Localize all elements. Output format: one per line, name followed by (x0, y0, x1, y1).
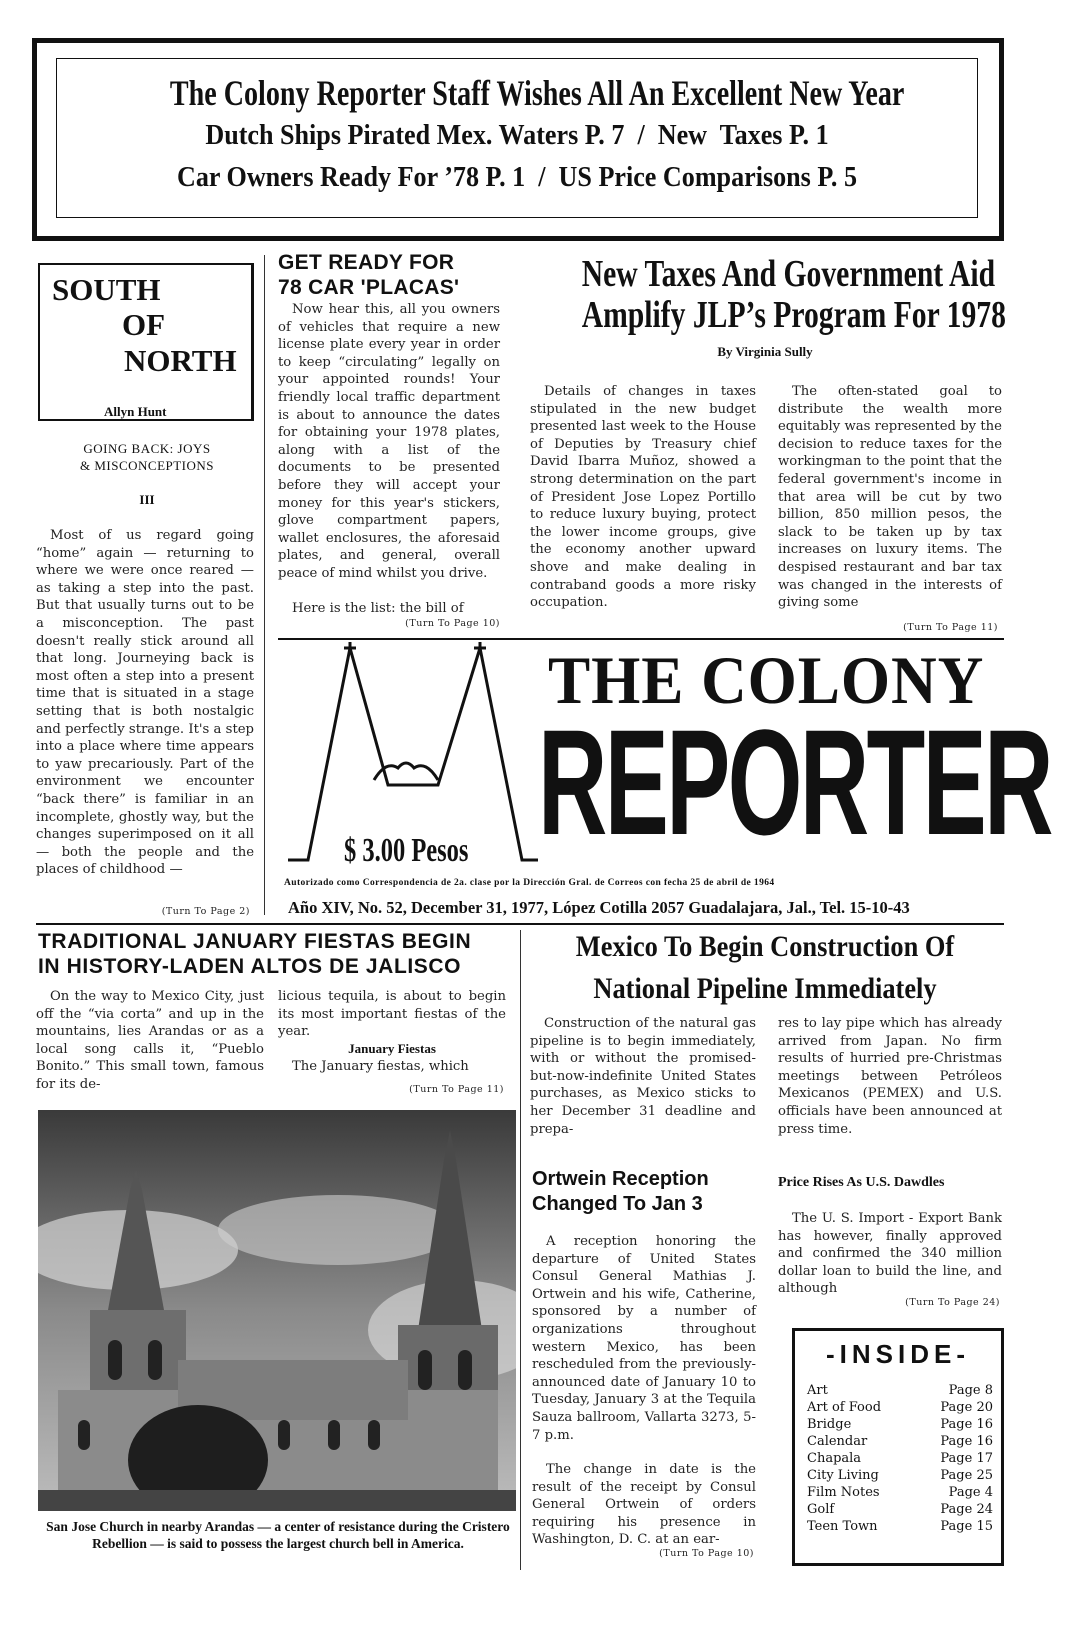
inside-item (807, 1383, 993, 1398)
nameplate-line-1: THE COLONY (548, 642, 985, 718)
ortwein-turn-note: (Turn To Page 10) (659, 1548, 754, 1559)
nameplate-line-2: REPORTER (538, 698, 1051, 866)
inside-item-name: Golf (807, 1502, 835, 1517)
photo-caption: San Jose Church in nearby Arandas — a center of resistance during the Cristero Rebellion — is said to possess the largest church bell in America. (46, 1519, 510, 1551)
inside-item (807, 1417, 993, 1432)
column-part-number: III (139, 492, 155, 507)
placas-turn-note: (Turn To Page 10) (405, 618, 500, 629)
column-title-north: NORTH (124, 343, 237, 378)
taxes-turn-note: (Turn To Page 11) (903, 622, 998, 633)
taxes-byline: By Virginia Sully (717, 344, 813, 359)
fiestas-column-2b: The January fiestas, which (292, 1059, 469, 1074)
inside-item-page: Page 24 (940, 1502, 993, 1517)
price-rises-headline: Price Rises As U.S. Dawdles (778, 1175, 945, 1190)
inside-item (807, 1519, 993, 1534)
inside-item-page: Page 8 (948, 1383, 993, 1398)
inside-item-name: Chapala (807, 1451, 862, 1466)
price-rises-turn-note: (Turn To Page 24) (905, 1297, 1000, 1308)
placas-headline-2: 78 CAR 'PLACAS' (278, 276, 460, 299)
postal-authorization: Autorizado como Correspondencia de 2a. clase por la Dirección Gral. de Correos con fecha 25 de abril de 1964 (284, 878, 775, 888)
pipeline-headline-1: Mexico To Begin Construction Of (575, 930, 955, 963)
ortwein-headline-1: Ortwein Reception (532, 1168, 709, 1190)
inside-item-name: Art of Food (807, 1400, 882, 1415)
inside-item-name: Teen Town (807, 1519, 878, 1534)
price-rises-body: The U. S. Import - Export Bank has however, finally approved and confirmed the 340 million dollar loan to build the line, and although (778, 1211, 1002, 1297)
inside-item (807, 1434, 993, 1449)
column-subhead-2: & MISCONCEPTIONS (79, 458, 215, 473)
taxes-column-2: The often-stated goal to distribute the wealth more equitably was represented by the decision to reduce taxes for the workingman to the point that the federal government's income in that area will be cut by two billion, 850 million pesos, the slack to be taken up by tax increases on luxury items. The despised restaurant and bar tax was changed in the interests of giving some (778, 384, 1002, 611)
inside-item-name: Bridge (807, 1417, 852, 1432)
fiestas-headline-1: TRADITIONAL JANUARY FIESTAS BEGIN (38, 930, 472, 953)
church-photo (38, 1110, 516, 1511)
placas-body-continued: Here is the list: the bill of (292, 601, 464, 616)
inside-item-page: Page 4 (948, 1485, 993, 1500)
fiestas-column-1: On the way to Mexico City, just off the “via corta” and up in the mountains, lies Arandas or as a local song calls it, “Pueblo Bonito.” This small town, famous for its de- (36, 989, 264, 1092)
inside-item-name: City Living (807, 1468, 879, 1483)
inside-item-name: Film Notes (807, 1485, 880, 1500)
taxes-headline-2: Amplify JLP’s Program For 1978 (581, 294, 1006, 336)
fiestas-column-2: licious tequila, is about to begin its most important fiestas of the year. (278, 989, 506, 1040)
taxes-column-1: Details of changes in taxes stipulated in the new budget presented last week to the House of Deputies by Treasury chief David Ibarra Muñoz, showed a strong determination on the part of President Jose Lopez Portillo to reduce luxury buying, protect the lower income groups, give the economy another upward shove and make dealing in contraband goods a more risky occupation. (530, 384, 756, 611)
inside-item-name: Calendar (807, 1434, 868, 1449)
banner-line-2: Dutch Ships Pirated Mex. Waters P. 7 / New Taxes P. 1 (205, 119, 829, 151)
pipeline-column-2: res to lay pipe which has already arrived from Japan. No firm results of hurried pre-Christmas meetings between Petróleos Mexicanos (PEMEX) and U.S. officials have been announced at press time. (778, 1016, 1002, 1137)
inside-item-page: Page 17 (940, 1451, 993, 1466)
column-byline: Allyn Hunt (104, 404, 167, 419)
inside-item-page: Page 15 (940, 1519, 993, 1534)
fiestas-headline-2: IN HISTORY-LADEN ALTOS DE JALISCO (38, 955, 462, 978)
inside-item-page: Page 25 (940, 1468, 993, 1483)
ortwein-headline-2: Changed To Jan 3 (532, 1193, 703, 1215)
banner-line-1: The Colony Reporter Staff Wishes All An Excellent New Year (169, 73, 905, 113)
inside-item-page: Page 16 (940, 1417, 993, 1432)
banner-line-3: Car Owners Ready For ’78 P. 1 / US Price Comparisons P. 5 (176, 161, 858, 193)
pipeline-column-1: Construction of the natural gas pipeline is to begin immediately, with or without the promised-but-now-indefinite United States purchases, as Mexico sticks to her December 31 deadline and prepa- (530, 1016, 756, 1137)
column-turn-note: (Turn To Page 2) (161, 906, 250, 917)
inside-item (807, 1502, 993, 1517)
taxes-headline-1: New Taxes And Government Aid (581, 253, 996, 295)
section-rule (36, 923, 1004, 925)
cover-price: $ 3.00 Pesos (344, 832, 469, 869)
placas-body: Now hear this, all you owners of vehicles that require a new license plate every year in order to keep “circulating” legally on your appointed rounds! Your friendly local traffic department is about to announce the dates for obtaining your 1978 plates, along with a list of the documents to be presented before they will accept your money for this year's stickers, glove compartment papers, wallet enclosures, the aforesaid plates, and general, overall peace of mind whilst you drive. (278, 302, 500, 581)
column-title-south: SOUTH (52, 272, 161, 307)
column-title-of: OF (122, 307, 166, 342)
fiestas-subhead: January Fiestas (348, 1041, 436, 1056)
pipeline-headline-2: National Pipeline Immediately (593, 972, 937, 1005)
fiestas-turn-note: (Turn To Page 11) (409, 1084, 504, 1095)
inside-item-name: Art (807, 1383, 828, 1398)
inside-title: -INSIDE- (826, 1339, 970, 1369)
ortwein-body-continued: The change in date is the result of the receipt by Consul General Ortwein of orders requiring his presence in Washington, D. C. at an ear- (532, 1462, 756, 1548)
lower-column-divider (520, 930, 521, 1570)
inside-index-box (792, 1328, 1004, 1566)
inside-item-page: Page 20 (940, 1400, 993, 1415)
inside-item (807, 1451, 993, 1466)
issue-line: Año XIV, No. 52, December 31, 1977, López Cotilla 2057 Guadalajara, Jal., Tel. 15-10-43 (288, 898, 910, 917)
inside-item (807, 1485, 993, 1500)
column-divider (264, 255, 265, 915)
inside-item (807, 1400, 993, 1415)
column-subhead-1: GOING BACK: JOYS (83, 441, 211, 456)
ortwein-body: A reception honoring the departure of United States Consul General Mathias J. Ortwein and his wife, Catherine, sponsored by a number of organizations throughout western Mexico, has been rescheduled from the previously-announced date of January 10 to Tuesday, January 3 at the Tequila Sauza ballroom, Vallarta 3273, 5-7 p.m. (532, 1234, 756, 1443)
column-body: Most of us regard going “home” again — returning to where we were once reared — as taking a step into the past. But that usually turns out to be a misconception. The past doesn't really stick around all that long. Journeying back is most often a step into a present time that is situated in a stage setting that is both nostalgic and perfectly strange. It's a step into a place where time appears to yaw precariously. Part of the environment we encounter “back there” is familiar in an incomplete, ghostly way, but the changes superimposed on it all — both the people and the places of childhood — (36, 528, 254, 878)
inside-item-page: Page 16 (940, 1434, 993, 1449)
placas-headline-1: GET READY FOR (278, 251, 455, 274)
inside-item (807, 1468, 993, 1483)
